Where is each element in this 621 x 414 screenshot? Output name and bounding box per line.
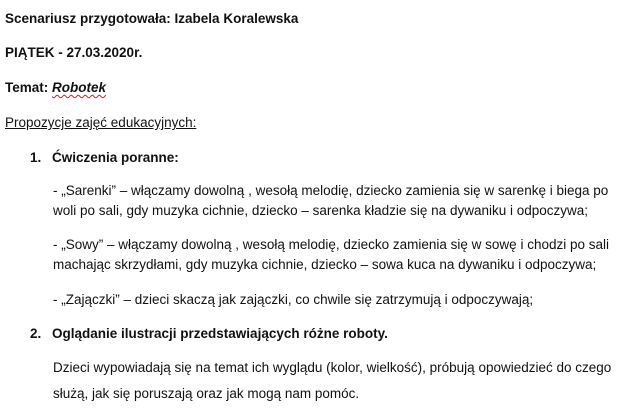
topic-label: Temat: <box>5 80 53 95</box>
author-name: Izabela Koralewska <box>174 11 299 26</box>
author-line <box>5 11 298 27</box>
author-label: Scenariusz przygotowała: <box>5 11 175 26</box>
section-2-number: 2. <box>30 326 42 341</box>
proposals-heading: Propozycje zajęć edukacyjnych: <box>5 115 197 130</box>
item-sowy-line-2: machając skrzydłami, gdy muzyka cichnie, dziecko – sowa kuca na dywaniku i odpoczywa; <box>53 257 597 272</box>
item-sarenki-line-1: - „Sarenki” – włączamy dowolną , wesołą melodię, dziecko zamienia się w sarenkę i biega po <box>53 183 609 198</box>
section-1-heading <box>30 150 179 166</box>
item-zajaczki-line: - „Zajączki” – dzieci skaczą jak zajączki, co chwile się zatrzymują i odpoczywają; <box>53 292 534 307</box>
item-sarenki-line-2: woli po sali, gdy muzyka cichnie, dziecko – sarenka kładzie się na dywaniku i odpoczywa; <box>53 203 589 218</box>
section-1-number: 1. <box>30 150 42 165</box>
section-2-paragraph-line-1: Dzieci wypowiadają się na temat ich wyglądu (kolor, wielkość), próbują opowiedzieć do czego <box>53 360 612 375</box>
section-2-heading <box>30 326 388 342</box>
section-2-paragraph-line-2: służą, jak się poruszają oraz jak mogą nam pomóc. <box>53 386 360 401</box>
section-2-title: Oglądanie ilustracji przedstawiających różne roboty. <box>52 326 388 341</box>
topic-line <box>5 80 106 96</box>
topic-value: Robotek <box>52 80 107 95</box>
item-sowy-line-1: - „Sowy” – włączamy dowolną , wesołą melodię, dziecko zamienia się w sowę i chodzi po sali <box>53 237 609 252</box>
date-line: PIĄTEK - 27.03.2020r. <box>5 45 143 60</box>
section-1-title: Ćwiczenia poranne: <box>52 150 179 165</box>
